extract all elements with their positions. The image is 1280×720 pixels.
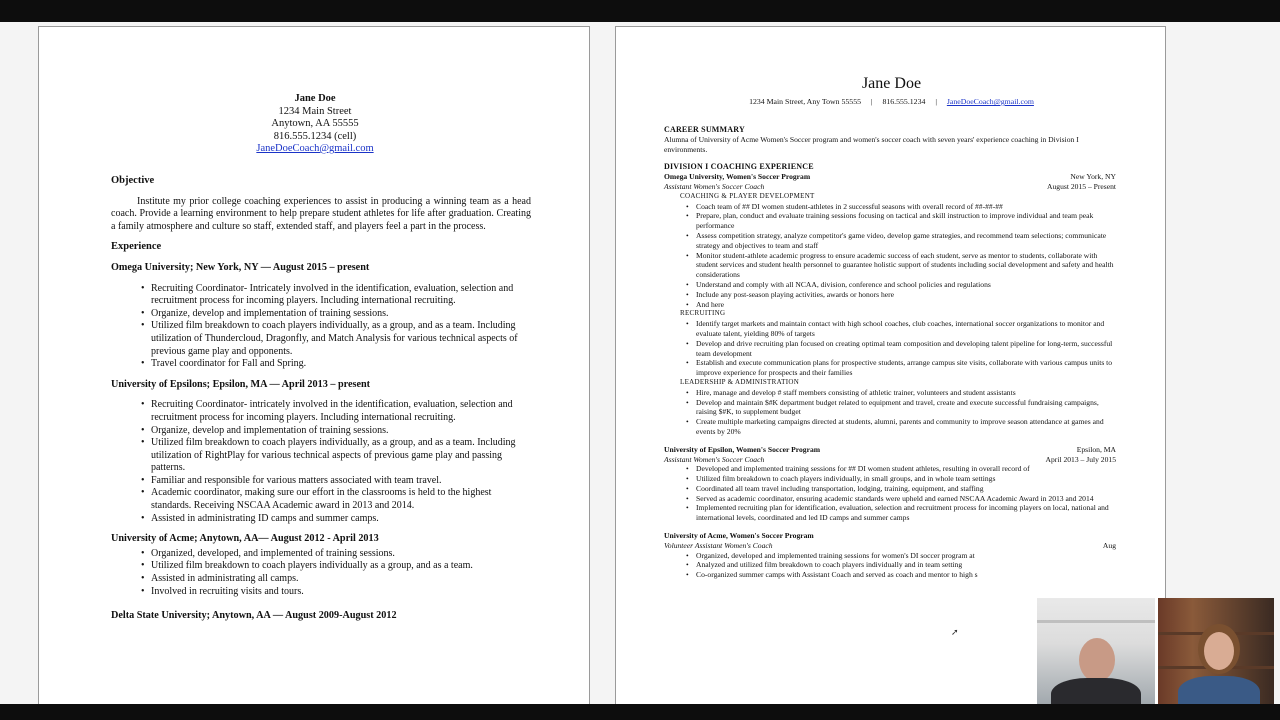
list-item: • Travel coordinator for Fall and Spring. bbox=[141, 358, 531, 371]
list-item: • Utilized film breakdown to coach players individually, as a group, and as a team. Including utilization of Thundercloud, Dragonfly, and Match Analysis for various technical aspects of previous game play and opponents. bbox=[141, 320, 531, 358]
list-item: • Include any post-season playing activities, awards or honors here bbox=[686, 290, 1116, 300]
experience-heading: DIVISION I COACHING EXPERIENCE bbox=[664, 162, 814, 172]
summary-heading: CAREER SUMMARY bbox=[664, 125, 745, 134]
employer-name: University of Acme, Women's Soccer Program bbox=[664, 531, 814, 541]
duty-list bbox=[686, 464, 1116, 523]
list-item: • Create multiple marketing campaigns directed at students, alumni, parents and community to improve season attendance at games and events by 20% bbox=[686, 417, 1116, 437]
list-item: • Monitor student-athlete academic progress to ensure academic success of each student, serve as mentor to students, collaborate with student services and student health personnel to guarantee holistic support of students including social development and safety and health considerations bbox=[686, 251, 1116, 280]
list-item: • Organized, developed and implemented training sessions for women's DI soccer program at bbox=[686, 551, 1116, 561]
bottom-letterbox bbox=[0, 704, 1280, 720]
list-item: • Coordinated all team travel including transportation, lodging, training, equipment, and staffing bbox=[686, 484, 1116, 494]
employer-name: University of Epsilon, Women's Soccer Program bbox=[664, 444, 821, 454]
mouse-cursor-icon: ➚ bbox=[951, 628, 959, 638]
list-item: • Assisted in administrating ID camps and summer camps. bbox=[141, 513, 531, 526]
subsection-heading: COACHING & PLAYER DEVELOPMENT bbox=[680, 191, 815, 200]
job-title: University of Epsilons; Epsilon, MA — April 2013 – present bbox=[111, 378, 371, 390]
street-address: 1234 Main Street, Any Town 55555 bbox=[749, 97, 862, 106]
role-row bbox=[664, 182, 1116, 192]
job-duties bbox=[141, 283, 531, 371]
list-item: • Familiar and responsible for various matters associated with team travel. bbox=[141, 475, 531, 488]
webcam-feed-presenter-1 bbox=[1037, 598, 1155, 712]
list-item: • Co-organized summer camps with Assistant Coach and served as coach and mentor to high s bbox=[686, 570, 1116, 580]
job-title: Delta State University; Anytown, AA — August 2009-August 2012 bbox=[111, 610, 397, 622]
job-duties bbox=[141, 548, 531, 598]
list-item: • Developed and implemented training sessions for ## DI women student athletes, resulting in overall record of bbox=[686, 464, 1116, 474]
contact-line bbox=[616, 97, 1166, 106]
resume-page-original bbox=[38, 26, 590, 716]
list-item: • Hire, manage and develop # staff members consisting of athletic trainer, volunteers and student assistants bbox=[686, 388, 1116, 398]
duty-list bbox=[686, 388, 1116, 437]
resume-body bbox=[664, 125, 1116, 580]
contact-block bbox=[39, 93, 590, 156]
list-item: • Establish and execute communication plans for prospective students, arrange campus site visits, collaborate with various campus units to improve experience for prospects and their families bbox=[686, 358, 1116, 378]
role-dates: Aug bbox=[1102, 540, 1116, 550]
role-dates: August 2015 – Present bbox=[1047, 181, 1116, 191]
subsection-heading: RECRUITING bbox=[680, 309, 726, 318]
subsection-heading: LEADERSHIP & ADMINISTRATION bbox=[680, 377, 800, 386]
list-item: • Involved in recruiting visits and tours. bbox=[141, 586, 531, 599]
email-link[interactable]: JaneDoeCoach@gmail.com bbox=[946, 97, 1034, 106]
employer-name: Omega University, Women's Soccer Program bbox=[664, 172, 811, 182]
list-item: • Utilized film breakdown to coach players individually, in small groups, and in whole team settings bbox=[686, 474, 1116, 484]
list-item: • And here bbox=[686, 300, 1116, 310]
phone-number: 816.555.1234 (cell) bbox=[273, 130, 357, 142]
duty-list bbox=[686, 319, 1116, 378]
list-item: • Utilized film breakdown to coach players individually as a group, and as a team. bbox=[141, 560, 531, 573]
role-title: Volunteer Assistant Women's Coach bbox=[664, 540, 773, 550]
role-row bbox=[664, 455, 1116, 465]
list-item: • Served as academic coordinator, ensuring academic standards were upheld and earned NSCAA Academic Award in 2013 and 2014 bbox=[686, 494, 1116, 504]
resume-body bbox=[111, 175, 531, 623]
employer-row bbox=[664, 531, 1116, 541]
person-head bbox=[1204, 632, 1234, 670]
separator: | bbox=[935, 97, 937, 106]
role-row bbox=[664, 541, 1116, 551]
list-item: • Recruiting Coordinator- intricately involved in the identification, evaluation, selection and recruitment process for incoming players. Including international recruiting. bbox=[141, 399, 531, 424]
list-item: • Analyzed and utilized film breakdown to coach players individually and in team setting bbox=[686, 560, 1116, 570]
role-title: Assistant Women's Soccer Coach bbox=[664, 181, 765, 191]
person-head bbox=[1079, 638, 1115, 682]
list-item: • Assess competition strategy, analyze competitor's game video, develop game strategies, and recommend team selections; communicate strategy and objectives to team and staff bbox=[686, 231, 1116, 251]
employer-row bbox=[664, 445, 1116, 455]
job-duties bbox=[141, 399, 531, 525]
list-item: • Identify target markets and maintain contact with high school coaches, club coaches, international soccer organizations to monitor and evaluate talent, yielding 80% of targets bbox=[686, 319, 1116, 339]
list-item: • Develop and drive recruiting plan focused on creating optimal team composition and developing talent pipeline for long-term, successful team development bbox=[686, 339, 1116, 359]
list-item: • Develop and maintain $#K department budget related to equipment and travel, create and execute successful fundraising campaigns, raising $#K, to supplement budget bbox=[686, 398, 1116, 418]
employer-location: New York, NY bbox=[1070, 172, 1116, 182]
role-dates: April 2013 – July 2015 bbox=[1045, 454, 1116, 464]
list-item: • Organized, developed, and implemented of training sessions. bbox=[141, 548, 531, 561]
phone-number: 816.555.1234 bbox=[882, 97, 926, 106]
role-title: Assistant Women's Soccer Coach bbox=[664, 454, 765, 464]
street-address: 1234 Main Street bbox=[278, 105, 352, 117]
duty-list bbox=[686, 202, 1116, 310]
list-item: • Organize, develop and implementation of training sessions. bbox=[141, 425, 531, 438]
list-item: • Implemented recruiting plan for identification, evaluation, selection and recruitment process for incoming players on local, national and international levels, coordinated and led ID camps and summer camps bbox=[686, 503, 1116, 523]
list-item: • Coach team of ## DI women student-athletes in 2 successful seasons with overall record of ##-##-## bbox=[686, 202, 1116, 212]
list-item: • Recruiting Coordinator- Intricately involved in the identification, evaluation, selection and recruitment process for incoming players. Including international recruiting. bbox=[141, 283, 531, 308]
webcam-feed-presenter-2 bbox=[1158, 598, 1274, 712]
employer-row bbox=[664, 172, 1116, 182]
job-title: University of Acme; Anytown, AA— August 2012 - April 2013 bbox=[111, 533, 379, 545]
duty-list bbox=[686, 551, 1116, 580]
email-link[interactable]: JaneDoeCoach@gmail.com bbox=[256, 143, 374, 154]
experience-heading: Experience bbox=[111, 241, 162, 253]
list-item: • Assisted in administrating all camps. bbox=[141, 573, 531, 586]
employer-location: Epsilon, MA bbox=[1076, 444, 1116, 454]
applicant-name: Jane Doe bbox=[294, 93, 336, 104]
city-state-zip: Anytown, AA 55555 bbox=[271, 118, 359, 129]
objective-heading: Objective bbox=[111, 175, 155, 186]
list-item: • Organize, develop and implementation of training sessions. bbox=[141, 308, 531, 321]
summary-text: Alumna of University of Acme Women's Soccer program and women's soccer coach with seven years' experience coaching in Division I environments. bbox=[664, 134, 1079, 154]
objective-text: Institute my prior college coaching experiences to assist in producing a winning team as a head coach. Provide a learning environment to help prepare student athletes for life after graduation. Creating a family atmosphere and culture so staff, extended staff, and players feel a part in the process. bbox=[111, 195, 531, 232]
list-item: • Understand and comply with all NCAA, division, conference and school policies and regulations bbox=[686, 280, 1116, 290]
list-item: • Prepare, plan, conduct and evaluate training sessions focusing on tactical and skill instruction to improve individual and team peak performance bbox=[686, 211, 1116, 231]
job-title: Omega University; New York, NY — August 2015 – present bbox=[111, 261, 370, 273]
separator: | bbox=[870, 97, 873, 106]
list-item: • Utilized film breakdown to coach players individually, as a group, and as a team. Including utilization of RightPlay for various technical aspects of previous game play and passing patterns. bbox=[141, 437, 531, 475]
applicant-name: Jane Doe bbox=[861, 75, 922, 92]
list-item: • Academic coordinator, making sure our effort in the classrooms is held to the highest standards. Receiving NSCAA Academic award in 2013 and 2014. bbox=[141, 487, 531, 512]
